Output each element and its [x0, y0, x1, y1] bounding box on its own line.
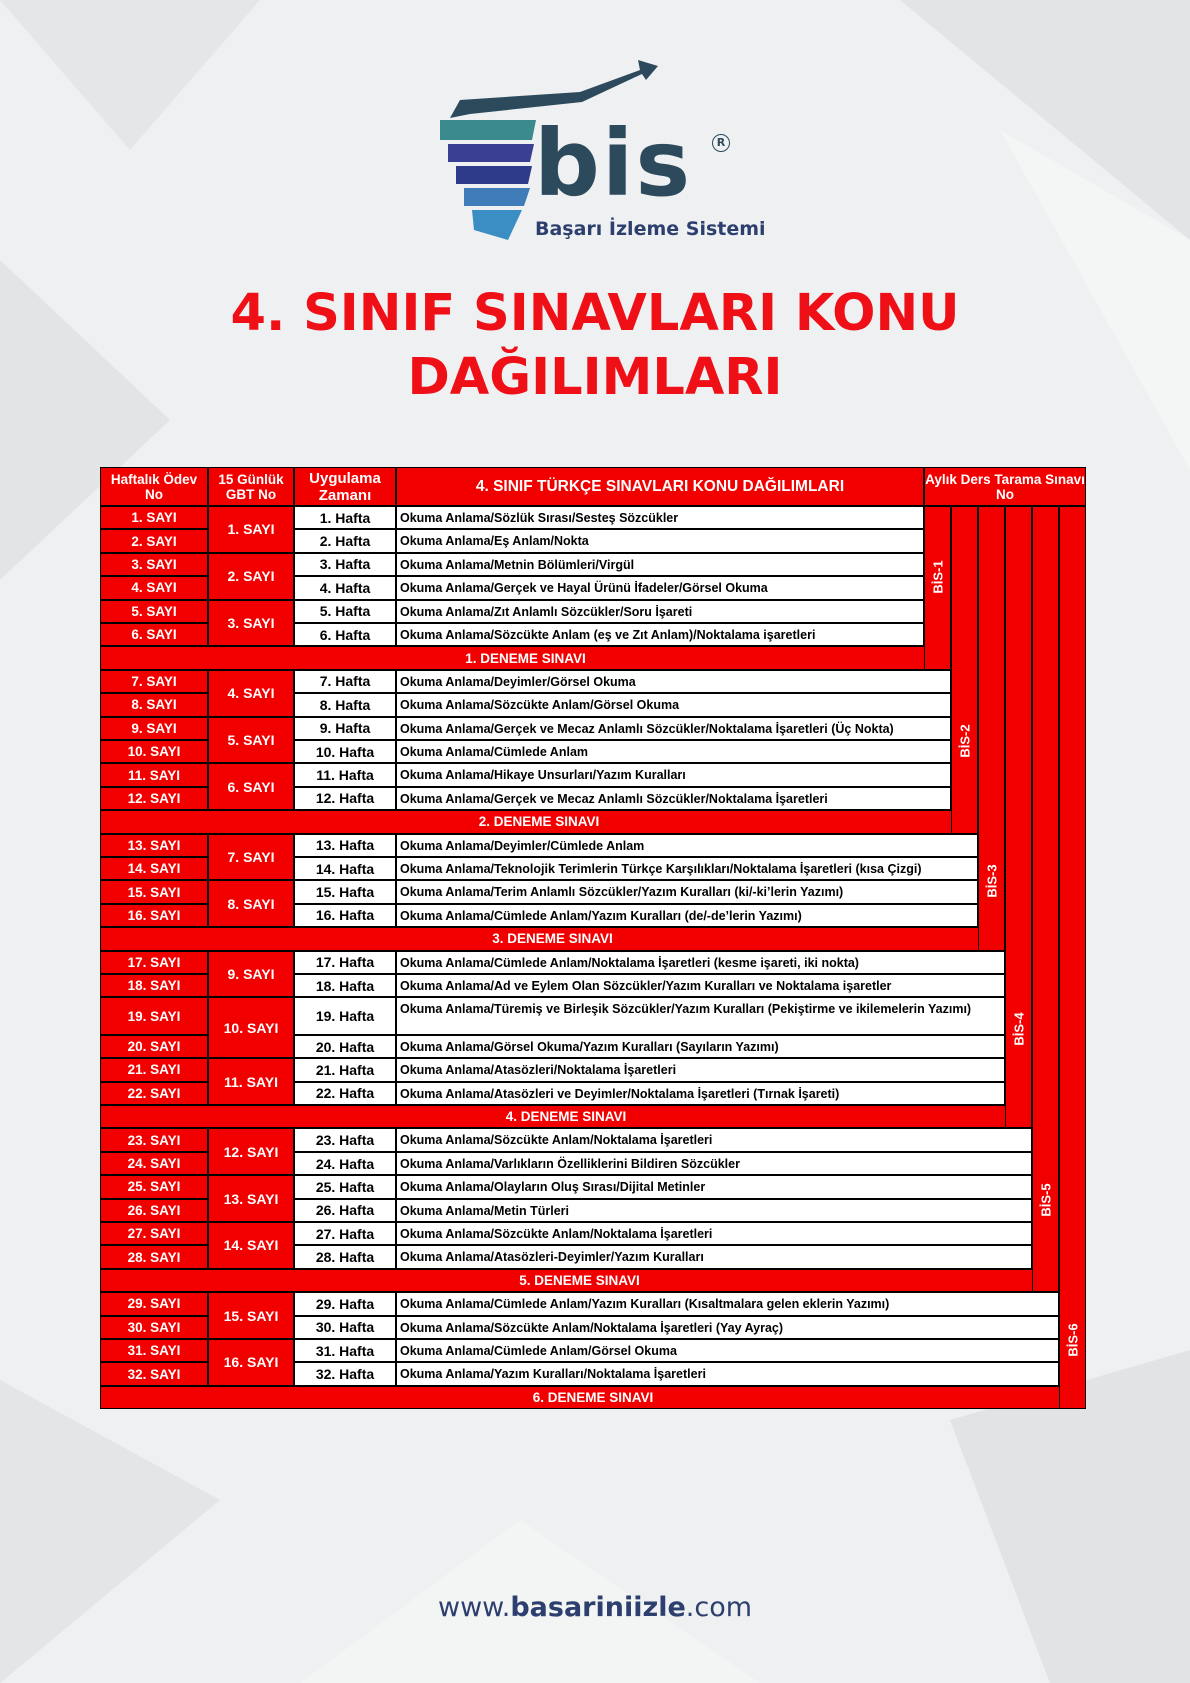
weekly-assignment-cell: 16. SAYI — [100, 904, 208, 927]
website-prefix: www. — [437, 1592, 511, 1623]
weekly-assignment-cell: 31. SAYI — [100, 1339, 208, 1362]
exam-row: 1. DENEME SINAVI — [100, 646, 951, 669]
topic-cell: Okuma Anlama/Eş Anlam/Nokta — [396, 529, 924, 552]
biweekly-test-cell: 3. SAYI — [208, 600, 294, 647]
registered-mark: R — [712, 134, 730, 152]
topic-cell: Okuma Anlama/Sözlük Sırası/Sesteş Sözcükler — [396, 506, 924, 529]
topic-cell: Okuma Anlama/Türemiş ve Birleşik Sözcükler/Yazım Kuralları (Pekiştirme ve ikilemelerin Yazımı) — [396, 997, 1005, 1034]
week-cell: 9. Hafta — [294, 717, 396, 740]
topic-cell: Okuma Anlama/Cümlede Anlam/Görsel Okuma — [396, 1339, 1059, 1362]
biweekly-test-cell: 5. SAYI — [208, 717, 294, 764]
exam-row: 2. DENEME SINAVI — [100, 810, 978, 833]
biweekly-test-cell: 13. SAYI — [208, 1175, 294, 1222]
bis-label: BİS-5 — [1038, 1183, 1053, 1217]
topic-cell: Okuma Anlama/Cümlede Anlam — [396, 740, 951, 763]
weekly-assignment-cell: 4. SAYI — [100, 576, 208, 599]
weekly-assignment-cell: 21. SAYI — [100, 1058, 208, 1081]
weekly-assignment-cell: 3. SAYI — [100, 553, 208, 576]
page-title-line-2: DAĞILIMLARI — [407, 348, 783, 407]
topic-cell: Okuma Anlama/Teknolojik Terimlerin Türkçe Karşılıkları/Noktalama İşaretleri (kısa Çizgi) — [396, 857, 978, 880]
week-cell: 15. Hafta — [294, 880, 396, 903]
week-cell: 16. Hafta — [294, 904, 396, 927]
weekly-assignment-cell: 14. SAYI — [100, 857, 208, 880]
week-cell: 4. Hafta — [294, 576, 396, 599]
weekly-assignment-cell: 5. SAYI — [100, 600, 208, 623]
topic-cell: Okuma Anlama/Atasözleri-Deyimler/Yazım Kuralları — [396, 1245, 1032, 1268]
bis-column — [1032, 506, 1059, 1292]
topic-cell: Okuma Anlama/Zıt Anlamlı Sözcükler/Soru İşareti — [396, 600, 924, 623]
topic-cell: Okuma Anlama/Yazım Kuralları/Noktalama İşaretleri — [396, 1362, 1059, 1385]
bis-column — [978, 506, 1005, 951]
website-suffix: .com — [685, 1592, 753, 1623]
topic-cell: Okuma Anlama/Metin Türleri — [396, 1199, 1032, 1222]
logo-subtitle: Başarı İzleme Sistemi — [535, 218, 766, 240]
topic-cell: Okuma Anlama/Cümlede Anlam/Noktalama İşaretleri (kesme işareti, iki nokta) — [396, 951, 1005, 974]
bis-column — [1005, 506, 1032, 1128]
weekly-assignment-cell: 20. SAYI — [100, 1035, 208, 1058]
topic-cell: Okuma Anlama/Sözcükte Anlam/Noktalama İşaretleri — [396, 1128, 1032, 1151]
exam-row: 4. DENEME SINAVI — [100, 1105, 1032, 1128]
week-cell: 30. Hafta — [294, 1316, 396, 1339]
bis-logo — [440, 58, 766, 248]
week-cell: 1. Hafta — [294, 506, 396, 529]
biweekly-test-cell: 9. SAYI — [208, 951, 294, 998]
week-cell: 14. Hafta — [294, 857, 396, 880]
week-cell: 7. Hafta — [294, 670, 396, 693]
biweekly-test-cell: 10. SAYI — [208, 997, 294, 1058]
bis-column — [924, 506, 951, 670]
weekly-assignment-cell: 2. SAYI — [100, 529, 208, 552]
website-domain: basariniizle — [510, 1592, 686, 1623]
weekly-assignment-cell: 12. SAYI — [100, 787, 208, 810]
week-cell: 22. Hafta — [294, 1082, 396, 1105]
week-cell: 21. Hafta — [294, 1058, 396, 1081]
week-cell: 10. Hafta — [294, 740, 396, 763]
weekly-assignment-cell: 11. SAYI — [100, 763, 208, 786]
weekly-assignment-cell: 26. SAYI — [100, 1199, 208, 1222]
topic-cell: Okuma Anlama/Deyimler/Görsel Okuma — [396, 670, 951, 693]
biweekly-test-cell: 6. SAYI — [208, 763, 294, 810]
bis-label: BİS-4 — [1011, 1012, 1026, 1046]
week-cell: 13. Hafta — [294, 834, 396, 857]
topic-cell: Okuma Anlama/Görsel Okuma/Yazım Kuralları (Sayıların Yazımı) — [396, 1035, 1005, 1058]
header-topics: 4. SINIF TÜRKÇE SINAVLARI KONU DAĞILIMLARI — [396, 467, 924, 506]
topic-cell: Okuma Anlama/Gerçek ve Mecaz Anlamlı Sözcükler/Noktalama İşaretleri (Üç Nokta) — [396, 717, 951, 740]
weekly-assignment-cell: 30. SAYI — [100, 1316, 208, 1339]
weekly-assignment-cell: 22. SAYI — [100, 1082, 208, 1105]
weekly-assignment-cell: 7. SAYI — [100, 670, 208, 693]
weekly-assignment-cell: 32. SAYI — [100, 1362, 208, 1385]
topic-cell: Okuma Anlama/Terim Anlamlı Sözcükler/Yazım Kuralları (ki/-ki’lerin Yazımı) — [396, 880, 978, 903]
topic-cell: Okuma Anlama/Sözcükte Anlam/Noktalama İşaretleri — [396, 1222, 1032, 1245]
week-cell: 25. Hafta — [294, 1175, 396, 1198]
week-cell: 29. Hafta — [294, 1292, 396, 1315]
weekly-assignment-cell: 8. SAYI — [100, 693, 208, 716]
weekly-assignment-cell: 18. SAYI — [100, 974, 208, 997]
biweekly-test-cell: 8. SAYI — [208, 880, 294, 927]
header-week: Uygulama Zamanı — [294, 467, 396, 506]
week-cell: 23. Hafta — [294, 1128, 396, 1151]
exam-row: 5. DENEME SINAVI — [100, 1269, 1059, 1292]
week-cell: 12. Hafta — [294, 787, 396, 810]
week-cell: 20. Hafta — [294, 1035, 396, 1058]
topic-cell: Okuma Anlama/Cümlede Anlam/Yazım Kuralları (de/-de’lerin Yazımı) — [396, 904, 978, 927]
exam-row: 3. DENEME SINAVI — [100, 927, 1005, 950]
logo-wordmark: bis — [534, 110, 693, 217]
bis-label: BİS-3 — [984, 864, 999, 899]
header-weekly: Haftalık Ödev No — [100, 467, 208, 506]
topic-distribution-table — [100, 467, 1088, 1409]
weekly-assignment-cell: 6. SAYI — [100, 623, 208, 646]
biweekly-test-cell: 14. SAYI — [208, 1222, 294, 1269]
biweekly-test-cell: 2. SAYI — [208, 553, 294, 600]
week-cell: 18. Hafta — [294, 974, 396, 997]
topic-cell: Okuma Anlama/Atasözleri/Noktalama İşaretleri — [396, 1058, 1005, 1081]
topic-cell: Okuma Anlama/Sözcükte Anlam/Noktalama İşaretleri (Yay Ayraç) — [396, 1316, 1059, 1339]
weekly-assignment-cell: 24. SAYI — [100, 1152, 208, 1175]
weekly-assignment-cell: 15. SAYI — [100, 880, 208, 903]
biweekly-test-cell: 16. SAYI — [208, 1339, 294, 1386]
biweekly-test-cell: 15. SAYI — [208, 1292, 294, 1339]
bis-column — [1059, 506, 1086, 1409]
topic-cell: Okuma Anlama/Varlıkların Özelliklerini Bildiren Sözcükler — [396, 1152, 1032, 1175]
week-cell: 26. Hafta — [294, 1199, 396, 1222]
weekly-assignment-cell: 10. SAYI — [100, 740, 208, 763]
week-cell: 5. Hafta — [294, 600, 396, 623]
week-cell: 19. Hafta — [294, 997, 396, 1034]
weekly-assignment-cell: 23. SAYI — [100, 1128, 208, 1151]
header-monthly: Aylık Ders Tarama Sınavı No — [924, 467, 1086, 506]
biweekly-test-cell: 1. SAYI — [208, 506, 294, 553]
topic-cell: Okuma Anlama/Sözcükte Anlam/Görsel Okuma — [396, 693, 951, 716]
weekly-assignment-cell: 1. SAYI — [100, 506, 208, 529]
topic-cell: Okuma Anlama/Hikaye Unsurları/Yazım Kuralları — [396, 763, 951, 786]
page-title-line-1: 4. SINIF SINAVLARI KONU — [230, 284, 960, 343]
topic-cell: Okuma Anlama/Deyimler/Cümlede Anlam — [396, 834, 978, 857]
weekly-assignment-cell: 19. SAYI — [100, 997, 208, 1034]
week-cell: 3. Hafta — [294, 553, 396, 576]
topic-cell: Okuma Anlama/Gerçek ve Mecaz Anlamlı Sözcükler/Noktalama İşaretleri — [396, 787, 951, 810]
biweekly-test-cell: 4. SAYI — [208, 670, 294, 717]
biweekly-test-cell: 12. SAYI — [208, 1128, 294, 1175]
weekly-assignment-cell: 29. SAYI — [100, 1292, 208, 1315]
week-cell: 6. Hafta — [294, 623, 396, 646]
topic-cell: Okuma Anlama/Cümlede Anlam/Yazım Kuralları (Kısaltmalara gelen eklerin Yazımı) — [396, 1292, 1059, 1315]
weekly-assignment-cell: 25. SAYI — [100, 1175, 208, 1198]
page-title — [0, 282, 1190, 410]
topic-cell: Okuma Anlama/Atasözleri ve Deyimler/Noktalama İşaretleri (Tırnak İşareti) — [396, 1082, 1005, 1105]
week-cell: 17. Hafta — [294, 951, 396, 974]
bis-label: BİS-1 — [930, 560, 945, 594]
topic-cell: Okuma Anlama/Ad ve Eylem Olan Sözcükler/Yazım Kuralları ve Noktalama işaretler — [396, 974, 1005, 997]
weekly-assignment-cell: 9. SAYI — [100, 717, 208, 740]
week-cell: 28. Hafta — [294, 1245, 396, 1268]
topic-cell: Okuma Anlama/Sözcükte Anlam (eş ve Zıt Anlam)/Noktalama işaretleri — [396, 623, 924, 646]
bis-column — [951, 506, 978, 834]
website-url[interactable] — [0, 1592, 1190, 1623]
biweekly-test-cell: 7. SAYI — [208, 834, 294, 881]
bis-label: BİS-6 — [1065, 1323, 1080, 1357]
bis-label: BİS-2 — [957, 724, 972, 758]
topic-cell: Okuma Anlama/Gerçek ve Hayal Ürünü İfadeler/Görsel Okuma — [396, 576, 924, 599]
week-cell: 8. Hafta — [294, 693, 396, 716]
header-biweekly: 15 Günlük GBT No — [208, 467, 294, 506]
weekly-assignment-cell: 28. SAYI — [100, 1245, 208, 1268]
weekly-assignment-cell: 27. SAYI — [100, 1222, 208, 1245]
week-cell: 32. Hafta — [294, 1362, 396, 1385]
weekly-assignment-cell: 17. SAYI — [100, 951, 208, 974]
topic-cell: Okuma Anlama/Olayların Oluş Sırası/Dijital Metinler — [396, 1175, 1032, 1198]
weekly-assignment-cell: 13. SAYI — [100, 834, 208, 857]
week-cell: 31. Hafta — [294, 1339, 396, 1362]
week-cell: 11. Hafta — [294, 763, 396, 786]
week-cell: 2. Hafta — [294, 529, 396, 552]
topic-cell: Okuma Anlama/Metnin Bölümleri/Virgül — [396, 553, 924, 576]
exam-row: 6. DENEME SINAVI — [100, 1386, 1086, 1409]
week-cell: 24. Hafta — [294, 1152, 396, 1175]
biweekly-test-cell: 11. SAYI — [208, 1058, 294, 1105]
week-cell: 27. Hafta — [294, 1222, 396, 1245]
